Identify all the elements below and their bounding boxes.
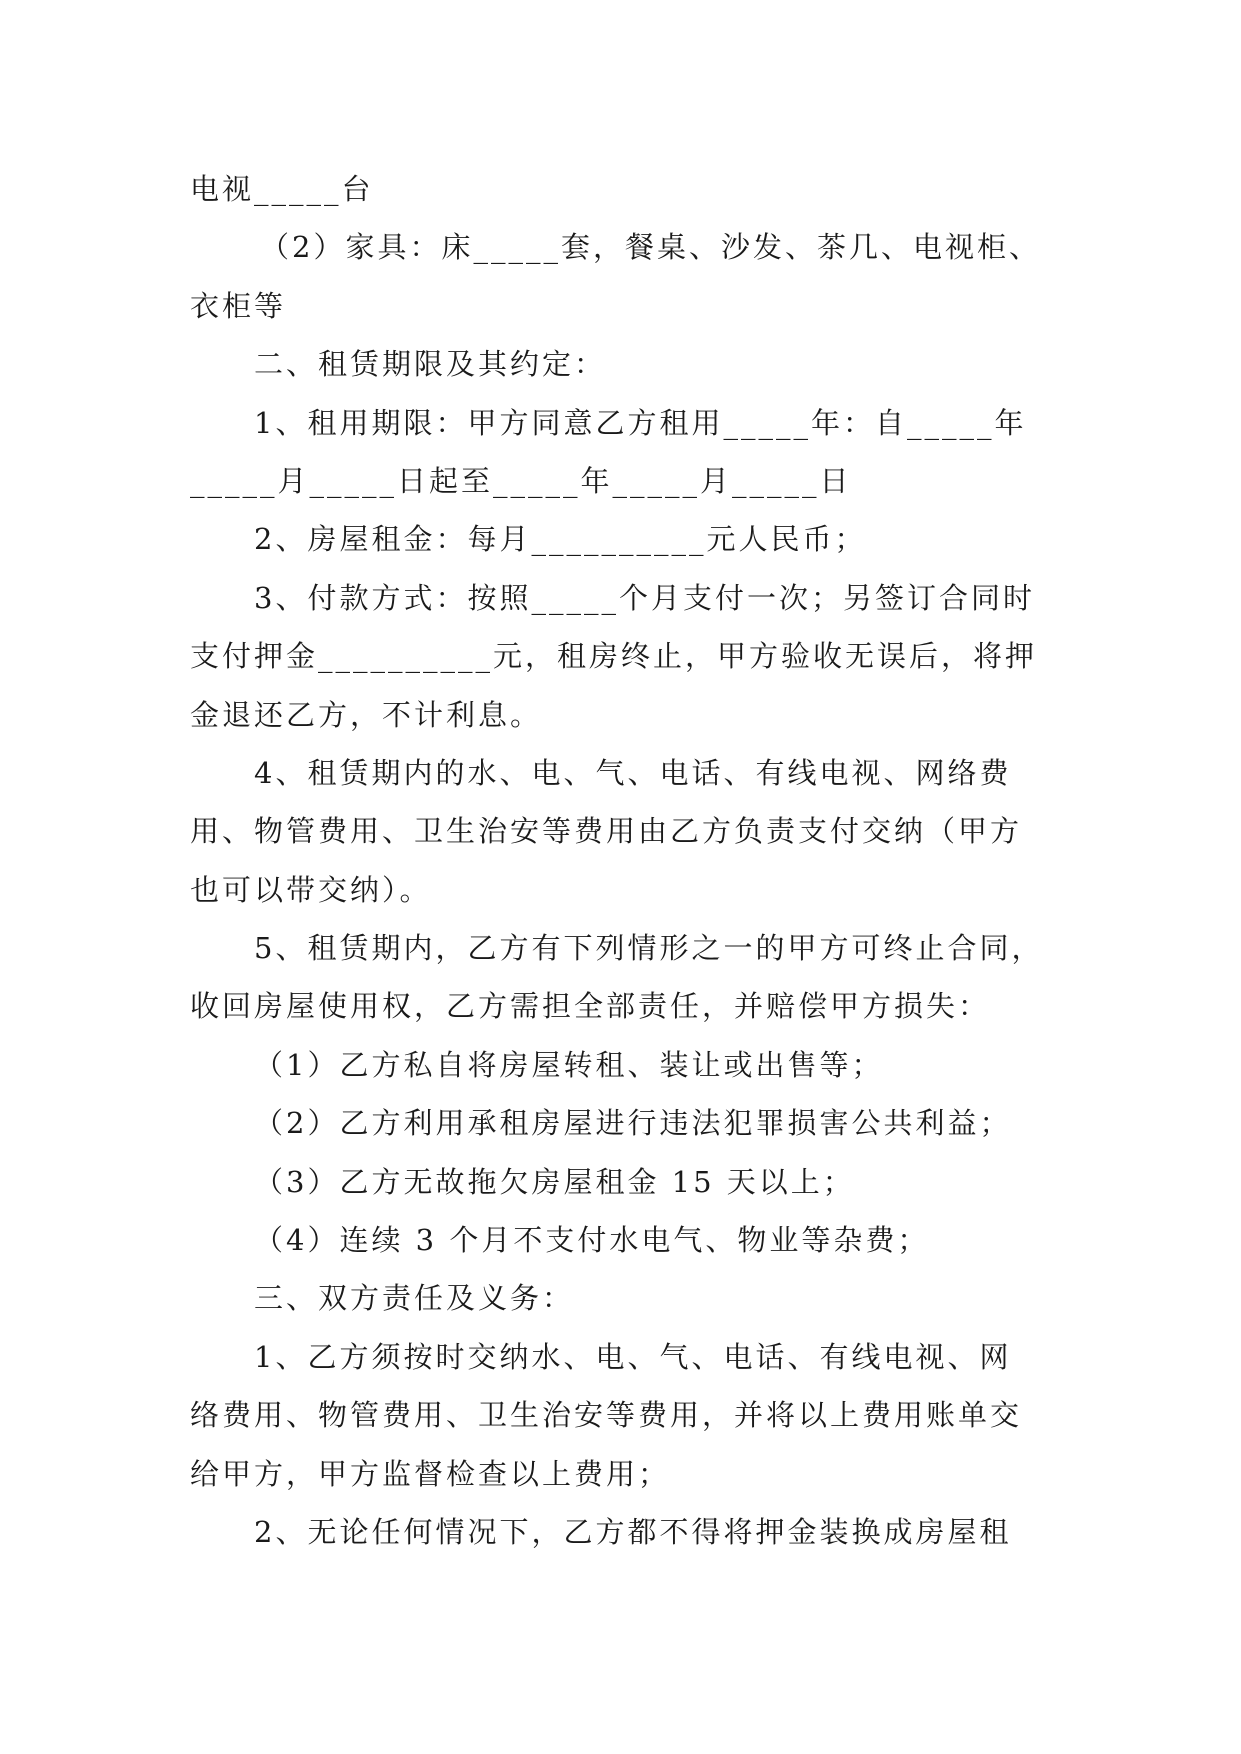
text-line: 1、乙方须按时交纳水、电、气、电话、有线电视、网 <box>254 1339 1012 1374</box>
text-line: 也可以带交纳）。 <box>190 872 432 907</box>
text-line: 金退还乙方，不计利息。 <box>190 697 543 732</box>
text-line: 2、无论任何情况下，乙方都不得将押金装换成房屋租 <box>254 1514 1012 1549</box>
text-line: （2）家具：床_____套，餐桌、沙发、茶几、电视柜、 <box>260 230 1041 265</box>
document-body <box>190 160 1070 1561</box>
text-line: 2、房屋租金：每月__________元人民币； <box>254 522 867 557</box>
section-heading: 三、双方责任及义务： <box>254 1281 575 1316</box>
text-line: 收回房屋使用权，乙方需担全部责任，并赔偿甲方损失： <box>190 989 991 1024</box>
list-item: （2）乙方利用承租房屋进行违法犯罪损害公共利益； <box>254 1106 1012 1141</box>
section-heading: 二、租赁期限及其约定： <box>254 347 607 382</box>
list-item: （1）乙方私自将房屋转租、装让或出售等； <box>254 1047 884 1082</box>
text-line: 电视_____台 <box>190 172 374 206</box>
text-line: 5、租赁期内，乙方有下列情形之一的甲方可终止合同， <box>254 931 1044 966</box>
text-line: 4、租赁期内的水、电、气、电话、有线电视、网络费 <box>254 755 1012 790</box>
list-item: （4）连续 3 个月不支付水电气、物业等杂费； <box>254 1223 930 1258</box>
text-line: 衣柜等 <box>190 288 287 323</box>
list-item: （3）乙方无故拖欠房屋租金 15 天以上； <box>254 1164 855 1199</box>
text-line: 支付押金__________元，租房终止，甲方验收无误后，将押 <box>190 639 1038 674</box>
text-line: 3、付款方式：按照_____个月支付一次；另签订合同时 <box>254 580 1035 615</box>
text-line: 给甲方，甲方监督检查以上费用； <box>190 1456 671 1491</box>
text-line: _____月_____日起至_____年_____月_____日 <box>190 463 852 498</box>
text-line: 1、租用期限：甲方同意乙方租用_____年：自_____年 <box>254 405 1027 440</box>
text-line: 络费用、物管费用、卫生治安等费用，并将以上费用账单交 <box>190 1398 1023 1433</box>
text-line: 用、物管费用、卫生治安等费用由乙方负责支付交纳（甲方 <box>190 814 1023 849</box>
